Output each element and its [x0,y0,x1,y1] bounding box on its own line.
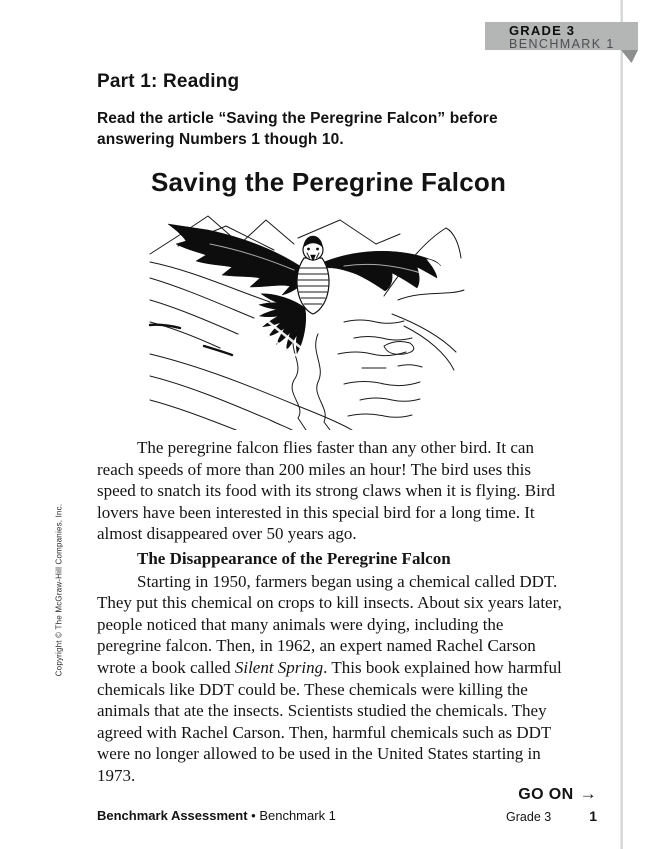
grade-banner [485,22,638,50]
page-edge-line [620,0,623,849]
go-on-label: GO ON [518,786,574,803]
part-title: Part 1: Reading [97,71,240,92]
article-paragraph-2 [97,571,562,787]
article-body [97,437,562,787]
grade-label: Grade 3 [506,810,552,824]
assessment-title: Benchmark Assessment [97,808,248,823]
banner-grade-label: GRADE 3 [509,23,576,38]
falcon-illustration-svg [148,204,468,430]
section-heading: The Disappearance of the Peregrine Falcon [137,548,451,568]
paragraph-2-text: . This book explained how harmful chemicals like DDT could be. These chemicals were killing the animals that ate the insects. Scientists studied the chemicals. They agreed with Rachel Carson. Then, harmful chemicals such as DDT were no longer allowed to be used in the United States starting in 1973. [97,657,562,785]
banner-benchmark-label: BENCHMARK 1 [509,37,615,51]
copyright-sidebar: Copyright © The McGraw-Hill Companies, Inc. [54,503,64,677]
falcon-illustration [148,204,468,430]
footer-grade-page [506,808,597,824]
footer-assessment [97,808,336,823]
paragraph-2-text: Starting in 1950, farmers began using a chemical called DDT. They put this chemical on crops to kill insects. About six years later, people noticed that many animals were dying, including the peregrine falcon. Then, in 1962, an expert named Rachel Carson wrote a book called [97,571,562,677]
go-on [518,784,597,804]
assessment-benchmark: • Benchmark 1 [247,808,336,823]
article-title: Saving the Peregrine Falcon [150,167,507,197]
book-title-silent-spring: Silent Spring [234,657,324,677]
reading-instructions [97,109,498,150]
go-on-arrow-icon: → [579,784,597,803]
instruction-line: Read the article “Saving the Peregrine Falcon” before [97,110,498,127]
instruction-line: answering Numbers 1 though 10. [97,130,344,148]
page-number: 1 [589,808,597,824]
article-paragraph-1: The peregrine falcon flies faster than any other bird. It can reach speeds of more than 200 miles an hour! The bird uses this speed to snatch its food with its strong claws when it is flying. Bird lovers have been interested in this special bird for a long time. It almost disappeared over 50 years ago. [97,438,556,544]
banner-fold [621,50,638,63]
